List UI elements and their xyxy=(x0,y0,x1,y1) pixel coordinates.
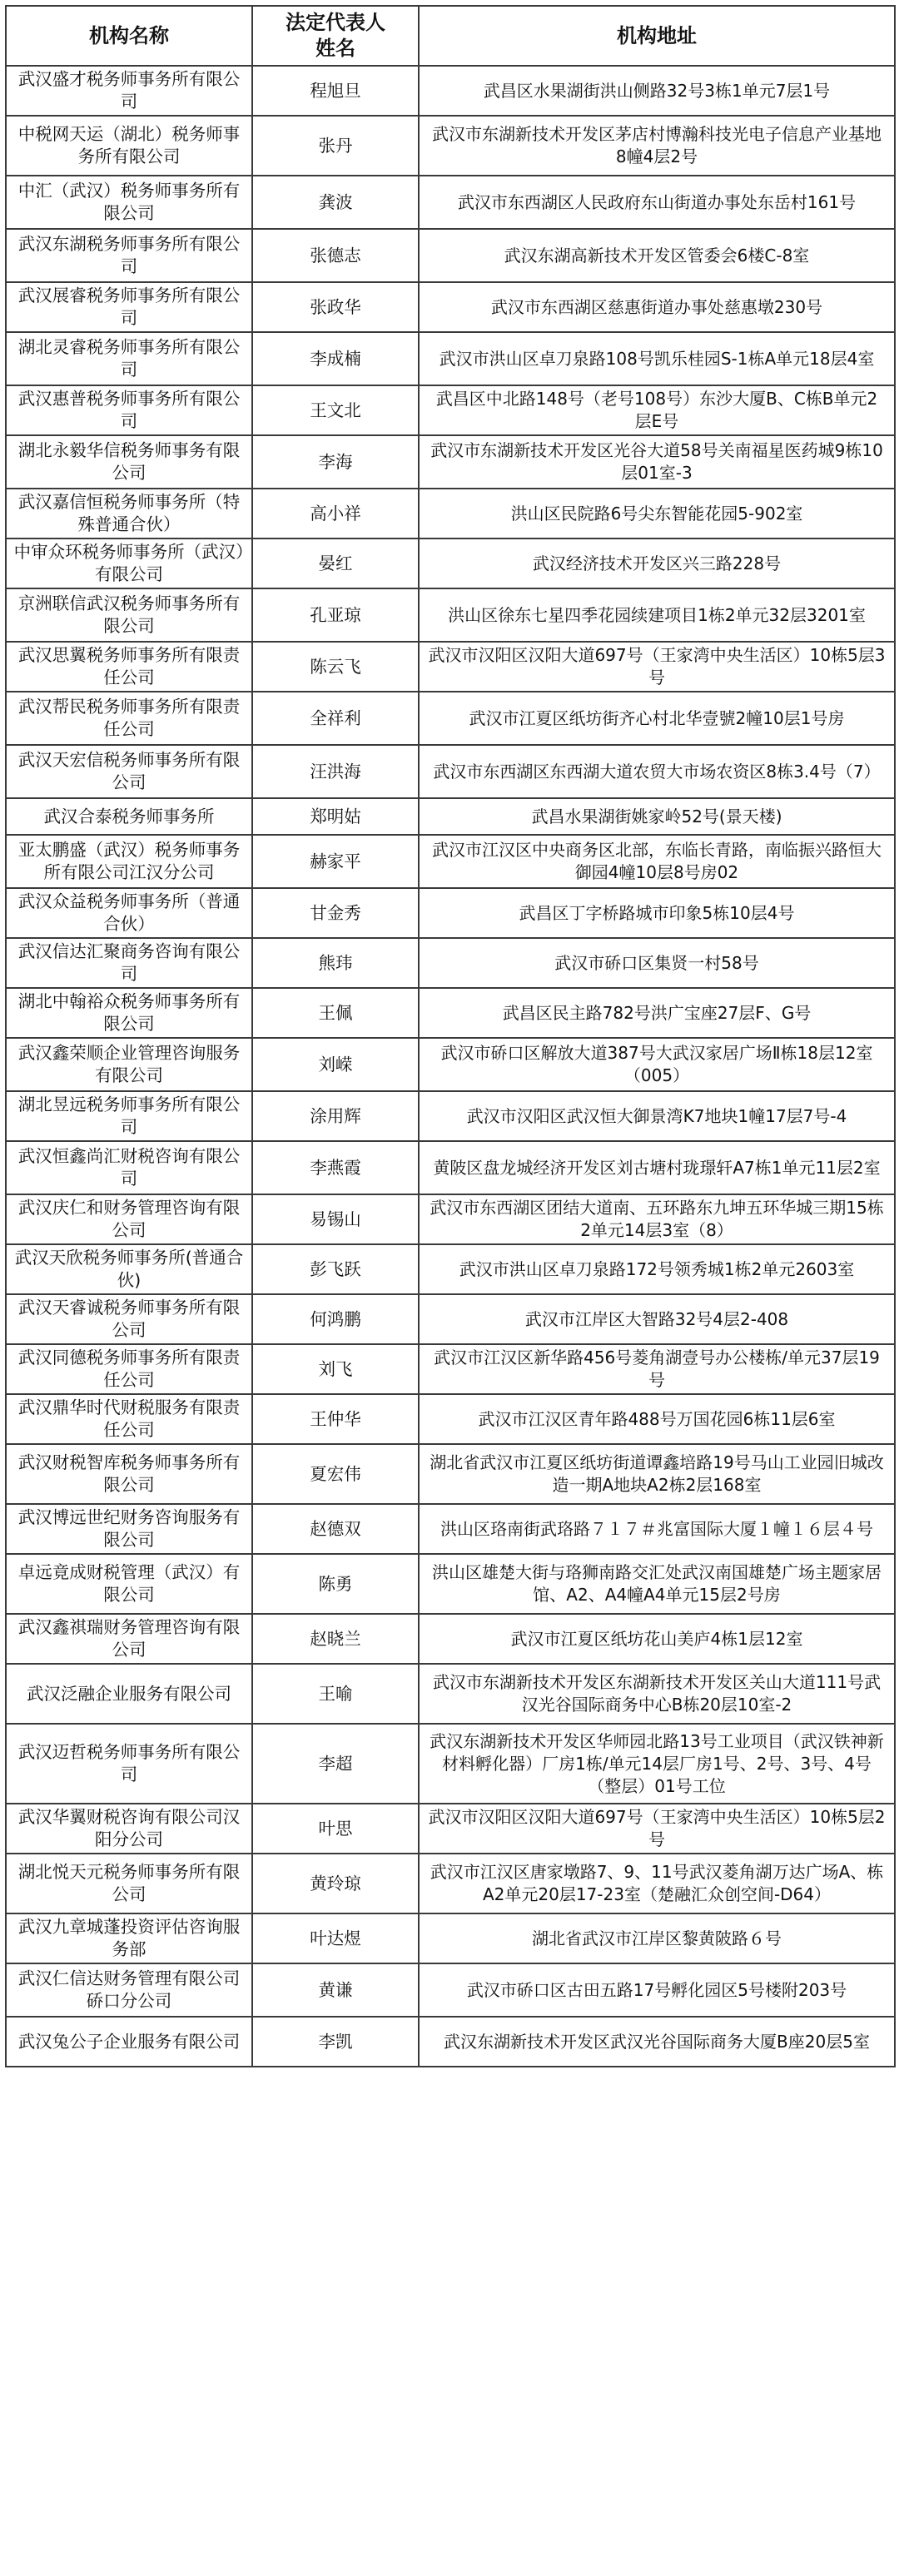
cell-institution-address: 武汉市汉阳区武汉恒大御景湾K7地块1幢17层7号-4 xyxy=(419,1091,895,1141)
cell-institution-name: 武汉恒鑫尚汇财税咨询有限公司 xyxy=(6,1141,252,1194)
cell-institution-name: 中汇（武汉）税务师事务所有限公司 xyxy=(6,176,252,229)
cell-legal-representative: 高小祥 xyxy=(252,489,419,539)
cell-legal-representative: 汪洪海 xyxy=(252,745,419,798)
table-row xyxy=(6,588,895,642)
table-row xyxy=(6,2017,895,2067)
cell-institution-address: 武汉市东西湖区人民政府东山街道办事处东岳村161号 xyxy=(419,176,895,229)
cell-institution-address: 武汉市江汉区中央商务区北部，东临长青路，南临振兴路恒大御园4幢10层8号房02 xyxy=(419,835,895,888)
cell-institution-name: 武汉财税智库税务师事务所有限公司 xyxy=(6,1444,252,1504)
cell-institution-address: 武汉市洪山区卓刀泉路172号领秀城1栋2单元2603室 xyxy=(419,1244,895,1294)
table-row xyxy=(6,1614,895,1664)
cell-legal-representative: 郑明姑 xyxy=(252,798,419,835)
cell-legal-representative: 全祥利 xyxy=(252,692,419,745)
cell-institution-address: 武汉市东湖新技术开发区东湖新技术开发区关山大道111号武汉光谷国际商务中心B栋20层10室-2 xyxy=(419,1664,895,1724)
table-row xyxy=(6,229,895,282)
cell-legal-representative: 程旭旦 xyxy=(252,66,419,116)
cell-institution-address: 武汉市汉阳区汉阳大道697号（王家湾中央生活区）10栋5层3号 xyxy=(419,642,895,692)
header-institution-address: 机构地址 xyxy=(419,6,895,66)
cell-institution-name: 湖北昱远税务师事务所有限公司 xyxy=(6,1091,252,1141)
table-row xyxy=(6,1804,895,1854)
table-row xyxy=(6,1554,895,1614)
table-row xyxy=(6,385,895,435)
cell-institution-name: 武汉惠普税务师事务所有限公司 xyxy=(6,385,252,435)
header-institution-name: 机构名称 xyxy=(6,6,252,66)
registry-table-container xyxy=(5,5,894,2067)
cell-institution-address: 武汉东湖新技术开发区华师园北路13号工业项目（武汉铁神新材料孵化器）厂房1栋/单元14层厂房1号、2号、3号、4号（整层）01号工位 xyxy=(419,1724,895,1804)
cell-institution-address: 武汉市江夏区纸坊街齐心村北华壹號2幢10层1号房 xyxy=(419,692,895,745)
cell-institution-name: 武汉庆仁和财务管理咨询有限公司 xyxy=(6,1194,252,1244)
cell-legal-representative: 何鸿鹏 xyxy=(252,1294,419,1344)
cell-legal-representative: 晏红 xyxy=(252,539,419,588)
cell-institution-name: 武汉展睿税务师事务所有限公司 xyxy=(6,282,252,332)
table-row xyxy=(6,692,895,745)
table-row xyxy=(6,888,895,938)
table-row xyxy=(6,1194,895,1244)
cell-institution-name: 武汉博远世纪财务咨询服务有限公司 xyxy=(6,1504,252,1554)
cell-institution-address: 武汉市洪山区卓刀泉路108号凯乐桂园S-1栋A单元18层4室 xyxy=(419,332,895,385)
cell-institution-address: 武汉市硚口区集贤一村58号 xyxy=(419,938,895,988)
table-row xyxy=(6,745,895,798)
cell-institution-name: 武汉鑫荣顺企业管理咨询服务有限公司 xyxy=(6,1038,252,1091)
cell-legal-representative: 赫家平 xyxy=(252,835,419,888)
cell-institution-name: 武汉帮民税务师事务所有限责任公司 xyxy=(6,692,252,745)
cell-institution-address: 武汉市东西湖区东西湖大道农贸大市场农资区8栋3.4号（7） xyxy=(419,745,895,798)
cell-institution-address: 武汉市江夏区纸坊花山美庐4栋1层12室 xyxy=(419,1614,895,1664)
cell-institution-name: 武汉仁信达财务管理有限公司硚口分公司 xyxy=(6,1963,252,2017)
cell-institution-address: 洪山区徐东七星四季花园续建项目1栋2单元32层3201室 xyxy=(419,588,895,642)
cell-legal-representative: 彭飞跃 xyxy=(252,1244,419,1294)
cell-institution-address: 武汉市硚口区解放大道387号大武汉家居广场Ⅱ栋18层12室（005） xyxy=(419,1038,895,1091)
cell-legal-representative: 黄谦 xyxy=(252,1963,419,2017)
cell-institution-address: 武昌区民主路782号洪广宝座27层F、G号 xyxy=(419,988,895,1038)
cell-legal-representative: 易锡山 xyxy=(252,1194,419,1244)
cell-institution-address: 武汉市江汉区青年路488号万国花园6栋11层6室 xyxy=(419,1394,895,1444)
cell-institution-name: 武汉信达汇聚商务咨询有限公司 xyxy=(6,938,252,988)
table-row xyxy=(6,1244,895,1294)
table-body xyxy=(6,66,895,2067)
cell-institution-address: 武昌区中北路148号（老号108号）东沙大厦B、C栋B单元2层E号 xyxy=(419,385,895,435)
cell-institution-name: 湖北灵睿税务师事务所有限公司 xyxy=(6,332,252,385)
cell-institution-name: 武汉东湖税务师事务所有限公司 xyxy=(6,229,252,282)
cell-legal-representative: 夏宏伟 xyxy=(252,1444,419,1504)
cell-institution-name: 武汉兔公子企业服务有限公司 xyxy=(6,2017,252,2067)
cell-institution-address: 洪山区民院路6号尖东智能花园5-902室 xyxy=(419,489,895,539)
cell-institution-address: 洪山区雄楚大街与珞狮南路交汇处武汉南国雄楚广场主题家居馆、A2、A4幢A4单元15层2号房 xyxy=(419,1554,895,1614)
cell-legal-representative: 刘飞 xyxy=(252,1344,419,1394)
cell-legal-representative: 李成楠 xyxy=(252,332,419,385)
cell-legal-representative: 孔亚琼 xyxy=(252,588,419,642)
cell-legal-representative: 王喻 xyxy=(252,1664,419,1724)
cell-legal-representative: 陈勇 xyxy=(252,1554,419,1614)
cell-legal-representative: 张德志 xyxy=(252,229,419,282)
cell-institution-address: 武汉市东湖新技术开发区茅店村博瀚科技光电子信息产业基地8幢4层2号 xyxy=(419,116,895,176)
cell-institution-name: 武汉思翼税务师事务所有限责任公司 xyxy=(6,642,252,692)
table-row xyxy=(6,1664,895,1724)
header-legal-representative: 法定代表人 姓名 xyxy=(252,6,419,66)
cell-institution-address: 武汉市江岸区大智路32号4层2-408 xyxy=(419,1294,895,1344)
table-row xyxy=(6,282,895,332)
cell-legal-representative: 李燕霞 xyxy=(252,1141,419,1194)
cell-legal-representative: 李凯 xyxy=(252,2017,419,2067)
table-row xyxy=(6,1141,895,1194)
cell-institution-address: 武汉市汉阳区汉阳大道697号（王家湾中央生活区）10栋5层2号 xyxy=(419,1804,895,1854)
cell-institution-name: 湖北中翰裕众税务师事务所有限公司 xyxy=(6,988,252,1038)
cell-institution-address: 武汉市江汉区新华路456号菱角湖壹号办公楼栋/单元37层19号 xyxy=(419,1344,895,1394)
cell-legal-representative: 张政华 xyxy=(252,282,419,332)
cell-institution-address: 武汉经济技术开发区兴三路228号 xyxy=(419,539,895,588)
table-row xyxy=(6,938,895,988)
table-row xyxy=(6,1504,895,1554)
cell-institution-name: 武汉九章城蓬投资评估咨询服务部 xyxy=(6,1913,252,1963)
cell-institution-address: 洪山区珞南街武珞路７１７＃兆富国际大厦１幢１６层４号 xyxy=(419,1504,895,1554)
cell-institution-name: 武汉迈哲税务师事务所有限公司 xyxy=(6,1724,252,1804)
table-row xyxy=(6,489,895,539)
cell-legal-representative: 李超 xyxy=(252,1724,419,1804)
cell-legal-representative: 王佩 xyxy=(252,988,419,1038)
cell-institution-name: 湖北永毅华信税务师事务有限公司 xyxy=(6,435,252,489)
cell-institution-address: 武汉东湖高新技术开发区管委会6楼C-8室 xyxy=(419,229,895,282)
cell-legal-representative: 黄玲琼 xyxy=(252,1854,419,1913)
cell-institution-address: 武汉市江汉区唐家墩路7、9、11号武汉菱角湖万达广场A、栋A2单元20层17-23室（楚融汇众创空间-D64） xyxy=(419,1854,895,1913)
registry-table xyxy=(5,5,896,2067)
cell-institution-name: 京洲联信武汉税务师事务所有限公司 xyxy=(6,588,252,642)
cell-institution-address: 武昌区丁字桥路城市印象5栋10层4号 xyxy=(419,888,895,938)
table-row xyxy=(6,1963,895,2017)
cell-legal-representative: 李海 xyxy=(252,435,419,489)
cell-legal-representative: 刘嵘 xyxy=(252,1038,419,1091)
table-row xyxy=(6,988,895,1038)
cell-legal-representative: 涂用辉 xyxy=(252,1091,419,1141)
table-row xyxy=(6,1444,895,1504)
cell-legal-representative: 赵德双 xyxy=(252,1504,419,1554)
cell-institution-name: 中税网天运（湖北）税务师事务所有限公司 xyxy=(6,116,252,176)
cell-institution-name: 湖北悦天元税务师事务所有限公司 xyxy=(6,1854,252,1913)
cell-institution-name: 武汉众益税务师事务所（普通合伙） xyxy=(6,888,252,938)
cell-institution-address: 武昌区水果湖街洪山侧路32号3栋1单元7层1号 xyxy=(419,66,895,116)
cell-legal-representative: 王文北 xyxy=(252,385,419,435)
cell-institution-address: 武汉市硚口区古田五路17号孵化园区5号楼附203号 xyxy=(419,1963,895,2017)
table-row xyxy=(6,1038,895,1091)
table-row xyxy=(6,332,895,385)
table-row xyxy=(6,642,895,692)
table-row xyxy=(6,66,895,116)
table-row xyxy=(6,1091,895,1141)
cell-legal-representative: 叶思 xyxy=(252,1804,419,1854)
cell-institution-name: 武汉天欣税务师事务所(普通合伙) xyxy=(6,1244,252,1294)
cell-institution-name: 武汉合泰税务师事务所 xyxy=(6,798,252,835)
cell-institution-address: 武汉东湖新技术开发区武汉光谷国际商务大厦B座20层5室 xyxy=(419,2017,895,2067)
cell-institution-address: 黄陂区盘龙城经济开发区刘古塘村珑璟轩A7栋1单元11层2室 xyxy=(419,1141,895,1194)
cell-institution-name: 武汉华翼财税咨询有限公司汉阳分公司 xyxy=(6,1804,252,1854)
cell-institution-name: 中审众环税务师事务所（武汉）有限公司 xyxy=(6,539,252,588)
cell-institution-name: 武汉天睿诚税务师事务所有限公司 xyxy=(6,1294,252,1344)
table-row xyxy=(6,176,895,229)
table-row xyxy=(6,1294,895,1344)
table-row xyxy=(6,835,895,888)
cell-institution-address: 武昌水果湖街姚家岭52号(景天楼) xyxy=(419,798,895,835)
cell-institution-name: 武汉同德税务师事务所有限责任公司 xyxy=(6,1344,252,1394)
cell-institution-address: 武汉市东西湖区团结大道南、五环路东九坤五环华城三期15栋2单元14层3室（8） xyxy=(419,1194,895,1244)
cell-legal-representative: 熊玮 xyxy=(252,938,419,988)
table-row xyxy=(6,539,895,588)
cell-legal-representative: 王仲华 xyxy=(252,1394,419,1444)
table-row xyxy=(6,1724,895,1804)
cell-institution-name: 亚太鹏盛（武汉）税务师事务所有限公司江汉分公司 xyxy=(6,835,252,888)
cell-institution-name: 武汉盛才税务师事务所有限公司 xyxy=(6,66,252,116)
cell-institution-address: 武汉市东湖新技术开发区光谷大道58号关南福星医药城9栋10层01室-3 xyxy=(419,435,895,489)
cell-legal-representative: 陈云飞 xyxy=(252,642,419,692)
table-header-row xyxy=(6,6,895,66)
cell-institution-address: 湖北省武汉市江夏区纸坊街道谭鑫培路19号马山工业园旧城改造一期A地块A2栋2层168室 xyxy=(419,1444,895,1504)
cell-legal-representative: 龚波 xyxy=(252,176,419,229)
table-row xyxy=(6,116,895,176)
cell-institution-address: 湖北省武汉市江岸区黎黄陂路６号 xyxy=(419,1913,895,1963)
cell-institution-address: 武汉市东西湖区慈惠街道办事处慈惠墩230号 xyxy=(419,282,895,332)
cell-institution-name: 武汉鼎华时代财税服务有限责任公司 xyxy=(6,1394,252,1444)
cell-legal-representative: 叶达煜 xyxy=(252,1913,419,1963)
cell-institution-name: 武汉嘉信恒税务师事务所（特殊普通合伙） xyxy=(6,489,252,539)
table-row xyxy=(6,798,895,835)
cell-legal-representative: 赵晓兰 xyxy=(252,1614,419,1664)
cell-institution-name: 武汉鑫祺瑞财务管理咨询有限公司 xyxy=(6,1614,252,1664)
table-row xyxy=(6,1394,895,1444)
cell-institution-name: 武汉天宏信税务师事务所有限公司 xyxy=(6,745,252,798)
table-row xyxy=(6,435,895,489)
table-row xyxy=(6,1344,895,1394)
table-row xyxy=(6,1913,895,1963)
cell-institution-name: 卓远竟成财税管理（武汉）有限公司 xyxy=(6,1554,252,1614)
cell-legal-representative: 甘金秀 xyxy=(252,888,419,938)
cell-legal-representative: 张丹 xyxy=(252,116,419,176)
cell-institution-name: 武汉泛融企业服务有限公司 xyxy=(6,1664,252,1724)
table-row xyxy=(6,1854,895,1913)
